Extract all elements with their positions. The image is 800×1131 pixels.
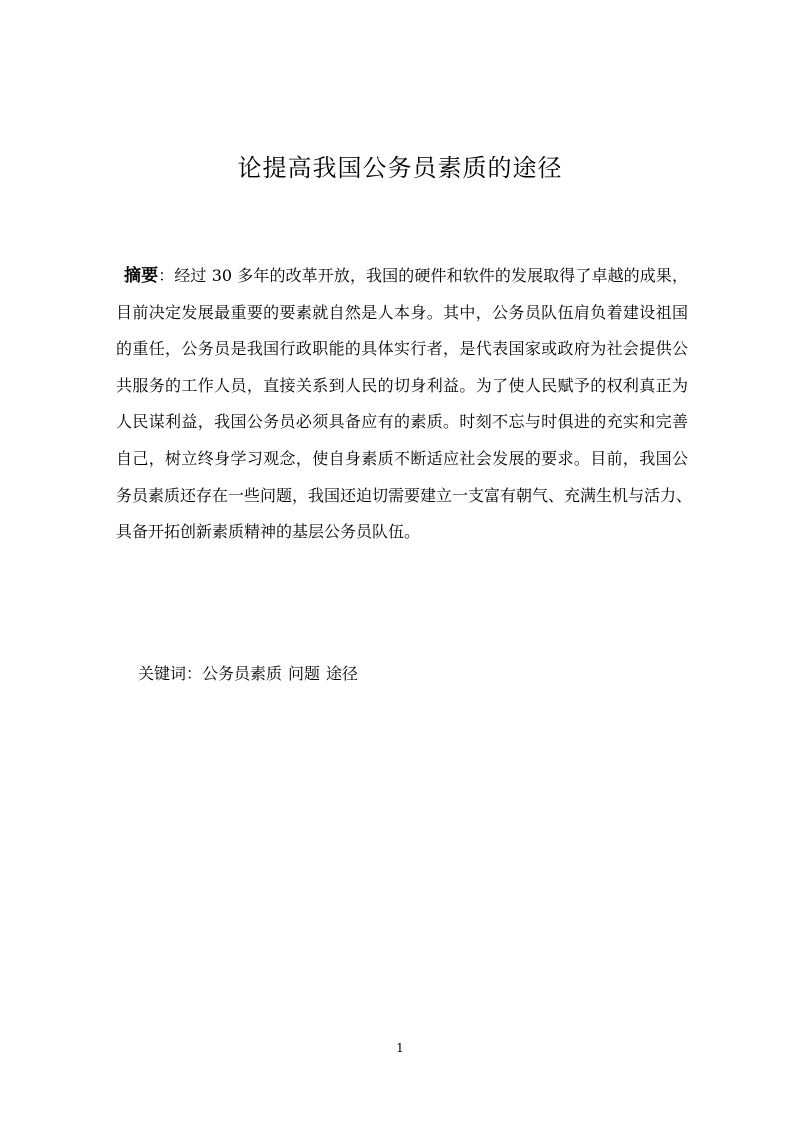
abstract-section bbox=[116, 258, 693, 551]
keyword: 途径 bbox=[326, 664, 359, 683]
abstract-label: 摘要 bbox=[124, 266, 159, 286]
abstract-line: 务员素质还存在一些问题，我国还迫切需要建立一支富有朝气、充满生机与活力、 bbox=[116, 485, 693, 505]
keywords-label: 关键词： bbox=[138, 664, 203, 683]
abstract-line: 目前决定发展最重要的要素就自然是人本身。其中，公务员队伍肩负着建设祖国 bbox=[116, 302, 688, 322]
abstract-separator: ： bbox=[158, 266, 175, 285]
abstract-line: 人民谋利益，我国公务员必须具备应有的素质。时刻不忘与时俱进的充实和完善 bbox=[116, 412, 688, 432]
abstract-line: 的重任，公务员是我国行政职能的具体实行者，是代表国家或政府为社会提供公 bbox=[116, 339, 688, 359]
abstract-line-text: 经过 30 多年的改革开放，我国的硬件和软件的发展取得了卓越的成果， bbox=[174, 266, 688, 285]
abstract-line: 自己，树立终身学习观念，使自身素质不断适应社会发展的要求。目前，我国公 bbox=[116, 448, 688, 468]
abstract-line: 共服务的工作人员，直接关系到人民的切身利益。为了使人民赋予的权利真正为 bbox=[116, 375, 688, 395]
abstract-line bbox=[116, 258, 688, 295]
keywords-section bbox=[138, 660, 364, 688]
keyword: 公务员素质 bbox=[202, 664, 283, 683]
abstract-line: 具备开拓创新素质精神的基层公务员队伍。 bbox=[116, 522, 421, 542]
keyword: 问题 bbox=[288, 664, 321, 683]
document-title: 论提高我国公务员素质的途径 bbox=[237, 154, 563, 182]
page-number: 1 bbox=[396, 1041, 404, 1055]
